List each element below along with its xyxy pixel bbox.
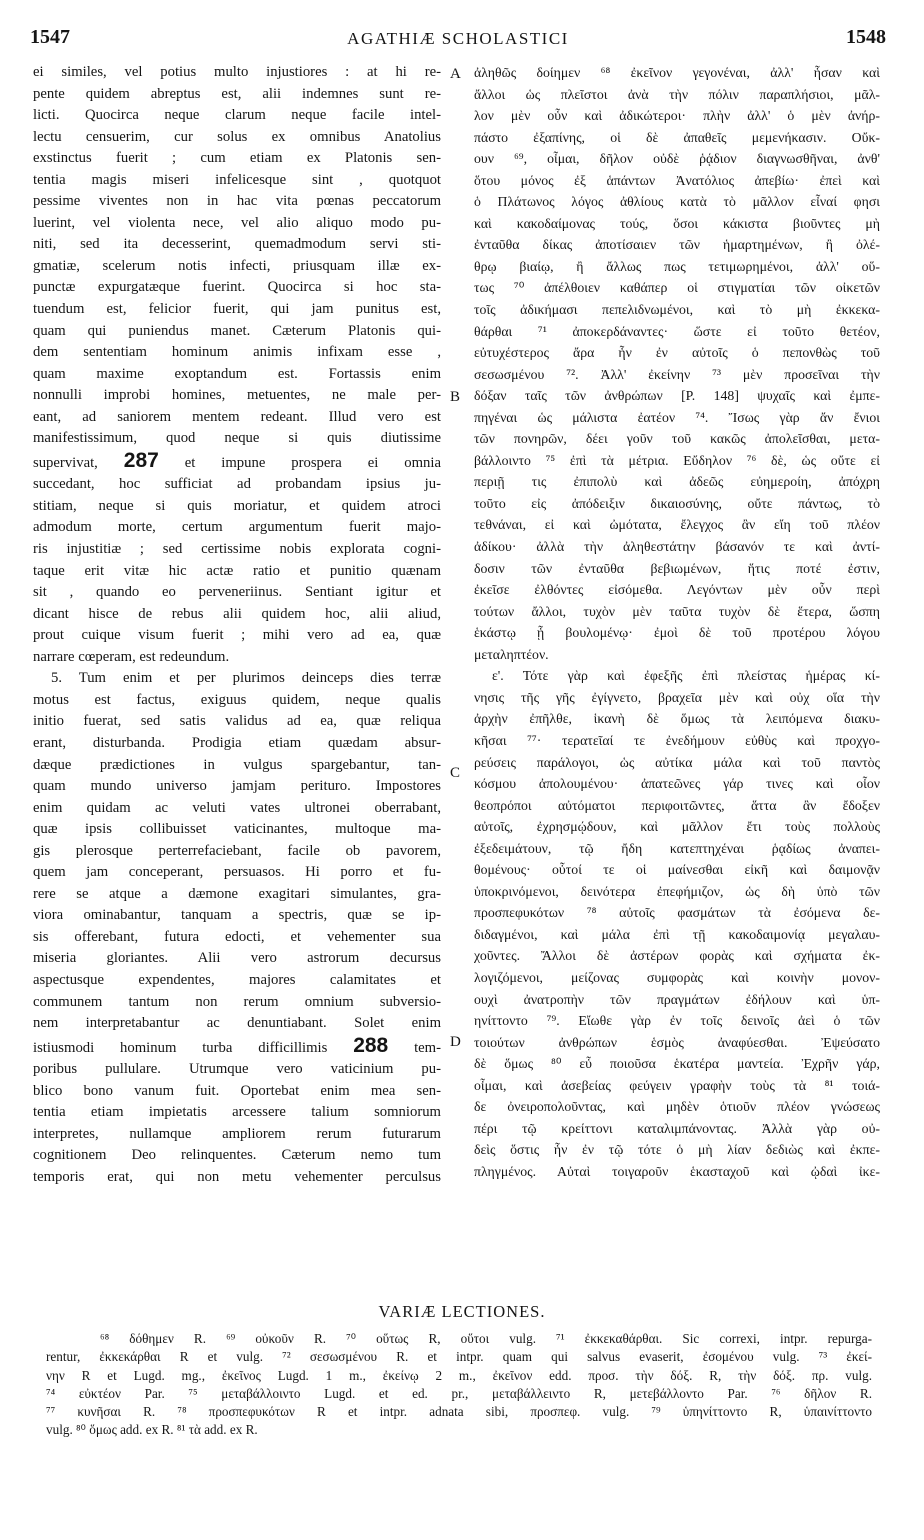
greek-line: πάστο ἐξαπίνης, οἱ δὲ ἀπαθεῖς μεμενήκασιν. Οὔκ- — [474, 129, 880, 145]
latin-line: admodum morte, certum argumentum fuerit majo- — [33, 519, 441, 536]
variant-reading-line: ⁷⁴ εὐκτέον Par. ⁷⁵ μεταβάλλοιντο Lugd. et ed. pr., μεταβάλλειντο R, μετεβάλλοντο Par. ⁷⁶ δῆλον R. — [46, 1385, 872, 1401]
greek-line: ουν ⁶⁹, οἶμαι, δῆλον οὐδὲ ῥᾴδιον διαγνωσθῆναι, ἀνθ' — [474, 151, 880, 167]
greek-line: ε'. Τότε γὰρ καὶ ἐφεξῆς ἐπὶ πλείστας ἡμέρας κί- — [492, 668, 880, 684]
greek-line: λογιζόμενοι, μείζονας συμφορὰς καὶ κοινὴν μονον- — [474, 969, 880, 985]
greek-line: πέρι τῷ κρείττονι καταλιμπάνοντας. Ἀλλὰ γὰρ οὐ- — [474, 1120, 880, 1136]
latin-line: tentia etiam impietatis arcessere talium somniorum — [33, 1104, 441, 1121]
latin-line: punctæ expurgatæque fuerint. Quocirca si hoc sta- — [33, 279, 441, 296]
greek-line: νησις τῆς γῆς ἐγίγνετο, βραχεῖα μὲν καὶ οὐχ οἵα τὴν — [474, 689, 880, 705]
greek-line: ηνίττοντο ⁷⁹. Εἴωθε γὰρ ἐν τοῖς δεινοῖς ἀεὶ ὁ τῶν — [474, 1013, 880, 1029]
greek-line: δε ὀνειροπολοῦντας, καὶ μηδὲν ὁτιοῦν πλέον γνώσεως — [474, 1099, 880, 1115]
latin-line-text: tem- — [388, 1039, 441, 1056]
variant-reading-line: ⁷⁷ κυνῆσαι R. ⁷⁸ προσπεφυκότων R et intpr. adnata sibi, προσπεφ. vulg. ⁷⁹ ὑπηνίττοντο R, ὑπαινίττοντο — [46, 1404, 872, 1420]
greek-column — [474, 62, 880, 1182]
latin-line: narrare cœperam, est redeundum. — [33, 648, 230, 665]
latin-line: interpretes, nullamque ampliorem rerum futurarum — [33, 1125, 441, 1142]
margin-letter-b: B — [450, 389, 461, 405]
latin-line: cognitionem Deo relinquentes. Cæterum nemo tum — [33, 1147, 441, 1164]
greek-line: λον μὲν οὖν καὶ ἀδικώτεροι· πλὴν ἀλλ' ὁ μὲν ἀνήρ- — [474, 108, 880, 124]
greek-line: εὐτυχέστερος ἄρα ἦν ἐν αὐτοῖς ὁ πεπονθὼς τοῦ — [474, 345, 880, 361]
latin-line: succedant, hoc sufficiat ad probandam ipsius ju- — [33, 476, 441, 493]
latin-line — [33, 450, 441, 475]
latin-line: motus est factus, exiguus quidem, neque qualis — [33, 691, 441, 708]
latin-line: prout cuique visum fuerit ; mihi vero ad ea, quæ — [33, 627, 441, 644]
latin-line-text: et impune prospera ei omnia — [158, 454, 441, 471]
latin-line-text: supervivat, — [33, 454, 124, 471]
greek-line: τούτων ἄλλοι, τυχὸν μὲν ταῦτα τυχὸν δὲ ἕτερα, ὥσπη — [474, 603, 880, 619]
greek-line: ἐκεῖσε ἐλθόντες εἰσόμεθα. Λεγόντων μὲν οὖν περὶ — [474, 582, 880, 598]
latin-line: enim quidam ac veluti vates ultronei oberrabant, — [33, 799, 441, 816]
latin-line: niti, sed ita decesserint, quemadmodum servi sti- — [33, 236, 441, 253]
latin-line: ris injustitiæ ; sed certissime nobis explorata cogni- — [33, 541, 441, 558]
greek-line: τως ⁷⁰ ἀπέλθοιεν καθάπερ οἱ στιγματίαι τῶν οἰκετῶν — [474, 280, 880, 296]
latin-line: sit , quando eo perveneriinus. Sentiant igitur et — [33, 584, 441, 601]
latin-line: pessime viventes non in hac vita pœnas peccatorum — [33, 193, 441, 210]
greek-line: σεσωσμένου ⁷². Ἀλλ' ἐκείνην ⁷³ μὲν προσεῖναι τὴν — [474, 366, 880, 382]
variae-lectiones-title: VARIÆ LECTIONES. — [378, 1302, 546, 1321]
greek-line: μεταληπτέον. — [474, 646, 549, 662]
page-number-right: 1548 — [846, 26, 886, 48]
greek-line: πληγμένος. Αὐταὶ τοιγαροῦν ἑκασταχοῦ καὶ ᾠδαὶ ἰκε- — [474, 1163, 880, 1179]
greek-line: δοσιν τῶν ἐνταῦθα βεβιωμένων, ἥτις ποτέ ἐστιν, — [474, 560, 880, 576]
latin-line: tentia magis miseri infelicesque sint , quotquot — [33, 171, 441, 188]
greek-line: ὁ Πλάτωνος λόγος ἀθλίους κατὰ τὸ μᾶλλον εἶναί φησι — [474, 194, 880, 210]
greek-line: ἀρχὴν ἐπῆλθε, ἱκανὴ δὲ ὅμως τὰ λειπόμενα διακυ- — [474, 711, 880, 727]
latin-line: tuendum est, felicior fuerit, qui jam punitus est, — [33, 301, 441, 318]
variant-reading-line: νην R et Lugd. mg., ἐκεῖνος Lugd. 1 m., ἐκείνῳ 2 m., ἐκεῖνον edd. προσ. τὴν δόξ. R, τὴν δόξ. πρ. vulg. — [46, 1367, 872, 1383]
latin-line: temporis erat, qui non metu vehementer perculsus — [33, 1168, 441, 1185]
latin-line: dicant hisce de rebus alii quidem hoc, alii aliud, — [33, 605, 441, 622]
greek-line: πηγέναι ὡς μάλιστα ἐατέον ⁷⁴. Ἴσως γὰρ ἄν ἔνιοι — [474, 409, 880, 425]
greek-line: δεὶς ὅστις ἦν ἐν τῷ τότε ὁ μὴ λίαν δεδιὼς καὶ ἐκπε- — [474, 1142, 880, 1158]
latin-line-text: istiusmodi hominum turba difficillimis — [33, 1039, 354, 1056]
latin-line: nem interpretabantur ac denuntiabant. Solet enim — [33, 1015, 441, 1032]
latin-line-text: Tum enim et per plurimos deinceps dies terræ — [78, 670, 441, 687]
greek-line: οἶμαι, καὶ ἀσεβείας φεύγειν γραφὴν τοὺς τὰ ⁸¹ τοιά- — [474, 1077, 880, 1093]
greek-line: ρεύσεις παράλογοι, ὡς αὐτίκα μάλα καὶ τοῦ παντὸς — [474, 754, 880, 770]
greek-line: ἑκάστῳ ᾖ βουλομένῳ· ἐμοὶ δὲ τοῦ προτέρου λόγου — [474, 625, 880, 641]
latin-line: gis plerosque perterrefaciebant, facile ob pavorem, — [33, 842, 441, 859]
latin-line: exstinctus fuerit ; cum etiam ex Platonis sen- — [33, 150, 441, 167]
latin-line: sis offerebant, futura edocti, et vehementer sua — [33, 928, 441, 945]
margin-letter-c: C — [450, 765, 461, 781]
latin-line: quam maxime exoptandum est. Fortassis enim — [33, 365, 441, 382]
latin-line: dem sententiam hominum animis infixam esse , — [33, 344, 441, 361]
variant-reading-line: rentur, ἐκκεκάρθαι R et vulg. ⁷² σεσωσμένου R. et intpr. quam qui salvus evaserit, ἐσομένου vulg. ⁷³ ἐκεί- — [46, 1349, 872, 1365]
greek-line: διδαγμένοι, καὶ μάλα ἐπὶ τῇ κακοδαιμονίᾳ μεγαλαυ- — [474, 926, 880, 942]
greek-line: ουχὶ ἀνατροπὴν τῶν πραγμάτων ἐδήλουν καὶ ὑπ- — [474, 991, 880, 1007]
running-title: AGATHIÆ SCHOLASTICI — [347, 29, 569, 48]
latin-line: poribus pullulare. Utrumque vero vaticinium pu- — [33, 1061, 441, 1078]
latin-line: manifestissimum, quod neque si quis diutissime — [33, 430, 441, 447]
latin-column — [33, 62, 441, 1188]
greek-line: δόξαν ταῖς τῶν ἀνθρώπων [P. 148] ψυχαῖς καὶ ἐμπε- — [474, 388, 880, 404]
greek-line: αὐτοῖς, ἐχρησμῴδουν, καὶ μᾶλλον ἔτι τοὺς πολλοὺς — [474, 819, 880, 835]
latin-line: blico bono vanum fuit. Oportebat enim mea sen- — [33, 1082, 441, 1099]
greek-line: τεθνάναι, εἰ καὶ ὠμότατα, ἔλεγχος ἂν εἴη τοῦ πλέον — [474, 517, 880, 533]
latin-line: taque erit vitæ hic actæ ratio et punitio quænam — [33, 562, 441, 579]
greek-line: ἀδίκου· ἀλλὰ τὴν ἀληθεστάτην βάσανόν τε καὶ ἀντί- — [474, 539, 880, 555]
greek-line: ἐξεδειμάτουν, τῷ ἤδη κατεπτηχέναι ῥᾳδίως ἀναπει- — [474, 840, 880, 856]
latin-line: quam mundo universo jamjam perituro. Impostores — [33, 778, 441, 795]
greek-line: τοιούτων ἀνθρώπων ἑσμὸς ἀναφύεσθαι. Ἐψεύσατο — [474, 1034, 880, 1050]
latin-line: eant, ad saniorem mentem redeant. Illud vero est — [33, 408, 441, 425]
variae-lectiones — [46, 1330, 872, 1440]
greek-line: ὑποκρινόμενοι, δεινότερα ἐπεφήμιζον, ὡς δὴ ὑπὸ τῶν — [474, 883, 880, 899]
greek-line: θρῳ βιαίῳ, ἢ ἄλλως πως τετιμωρημένοι, ἀλλ' οὕ- — [474, 258, 880, 274]
greek-line: θομένους· οὗτοί τε οἱ μαίνεσθαι εἰκῆ καὶ δαιμονᾷν — [474, 862, 880, 878]
greek-line: βάλλοιντο ⁷⁵ ἐπὶ τὰ μέτρια. Εὔδηλον ⁷⁶ δὲ, ὡς οὔτε εἰ — [474, 452, 880, 468]
latin-line: miseria gloriantes. Alii vero astrorum decursus — [33, 950, 441, 967]
latin-line: quem jam conceperant, persuasos. Hi porro et fu- — [33, 864, 441, 881]
column-number: 287 — [123, 449, 159, 472]
greek-line: τοῖς ἀδικήμασι πεπελιδνωμένοι, καὶ τὸ μὴ ἐκκεκα- — [474, 302, 880, 318]
greek-line: χοῦντες. Ἄλλοι δὲ ἀστέρων φορὰς καὶ σχήματα ἐκ- — [474, 948, 880, 964]
greek-line: τοῦτο εἰς ἀπόδειξιν δικαιοσύνης, οὔτε πάντως, τὸ — [474, 495, 880, 511]
column-number: 288 — [353, 1034, 389, 1057]
page-number-left: 1547 — [30, 26, 70, 48]
latin-line — [33, 668, 441, 690]
latin-line: stitiam, neque si quis moriatur, et quidem atroci — [33, 497, 441, 514]
margin-letter-a: A — [450, 66, 461, 82]
latin-line — [33, 1035, 441, 1060]
greek-line: τῶν πονηρῶν, δέει γοῦν τοῦ κακῶς ἀπολεῖσθαι, μετα- — [474, 431, 880, 447]
greek-line: περιῇ τις ἐπιπολὺ καὶ ἀδεῶς εὐημεροίη, ἀπόχρη — [474, 474, 880, 490]
greek-line: κόσμου ἀπολουμένου· ἀπατεῶνες γάρ τινες καὶ οἷον — [474, 776, 880, 792]
latin-line: aspectusque expendentes, majores calamitates et — [33, 971, 441, 988]
greek-line: ἀληθῶς δοίημεν ⁶⁸ ἐκεῖνον γεγονέναι, ἀλλ' ἦσαν καὶ — [474, 65, 880, 80]
latin-line: initio fuerat, sed satis validus ad ea, quæ reliqua — [33, 713, 441, 730]
running-header — [30, 26, 886, 50]
latin-line: quæ ipsis collibuisset vaticinantes, multoque ma- — [33, 821, 441, 838]
greek-line: καὶ κακοδαίμονας τούς, ὅσοι κάκιστα βιοῦντες μὴ — [474, 215, 880, 231]
latin-line: nonnulli improbi homines, metuentes, ne male per- — [33, 387, 441, 404]
latin-line: licti. Quocirca neque clarum neque facile intel- — [33, 107, 441, 124]
greek-line: ἐνταῦθα δίκας ἀποτίσαιεν τῶν ἡμαρτημένων, ἢ ὀλέ- — [474, 237, 880, 253]
greek-line: ἄλλοι ὡς πλεῖστοι ἀνὰ τὴν πόλιν παραπλήσιοι, μᾶλ- — [474, 86, 880, 102]
greek-line: θεοπρόποι αὐτόματοι περιφοιτῶντες, ἅττα ἂν ἔδοξεν — [474, 797, 880, 813]
latin-line: erant, disturbanda. Prodigia etiam quædam absur- — [33, 734, 441, 751]
latin-line: quam qui puniendus manet. Cæterum Platonis qui- — [33, 322, 441, 339]
latin-line: lectu censuerim, cur solus ex omnibus Anatolius — [33, 128, 441, 145]
greek-line: ὅτου μόνος ἐξ ἁπάντων Ἀνατόλιος ἀπεβίω· ἐπεὶ καὶ — [474, 172, 880, 188]
variant-reading-line: ⁶⁸ δόθημεν R. ⁶⁹ οὐκοῦν R. ⁷⁰ οὕτως R, οὕτοι vulg. ⁷¹ ἐκκεκαθάρθαι. Sic correxi, intpr. repurga- — [100, 1331, 872, 1346]
latin-line: ei similes, vel potius multo injustiores : at hi re- — [33, 64, 441, 80]
latin-line: dæque prædictiones in vulgus spargebantur, tan- — [33, 756, 441, 773]
latin-line: gmatiæ, scelerum notis infecti, priusquam illæ ex- — [33, 257, 441, 274]
margin-letter-d: D — [450, 1034, 461, 1050]
latin-line: luerint, vel violenta nece, vel alio aliquo modo pu- — [33, 214, 441, 231]
latin-line: rere se atque a dæmone exagitari simulantes, gra- — [33, 885, 441, 902]
greek-line: προσπεφυκότων ⁷⁸ αὐτοῖς φασμάτων τὰ ἐσόμενα δε- — [474, 905, 880, 921]
greek-line: θάρθαι ⁷¹ ἀποκερδάναντες· ὥστε εἰ τοῦτο θετέον, — [474, 323, 880, 339]
latin-line: communem tantum non rerum omnium subversio- — [33, 993, 441, 1010]
greek-line: κῆσαι ⁷⁷· τερατεῖαί τε ἐνεδήμουν εὐθὺς καὶ προχγο- — [474, 732, 880, 748]
greek-line: δὲ ὅμως ⁸⁰ εὖ ποιοῦσα ἑκατέρα μαντεία. Ἐχρῆν γάρ, — [474, 1056, 880, 1072]
section-number: 5. — [51, 670, 79, 687]
latin-line: pente quidem abreptus est, alii indemnes sunt re- — [33, 85, 441, 102]
variant-reading-line: vulg. ⁸⁰ ὅμως add. ex R. ⁸¹ τὰ add. ex R. — [46, 1422, 258, 1438]
latin-line: viora ominabantur, tanquam a spectris, quæ se ip- — [33, 907, 441, 924]
